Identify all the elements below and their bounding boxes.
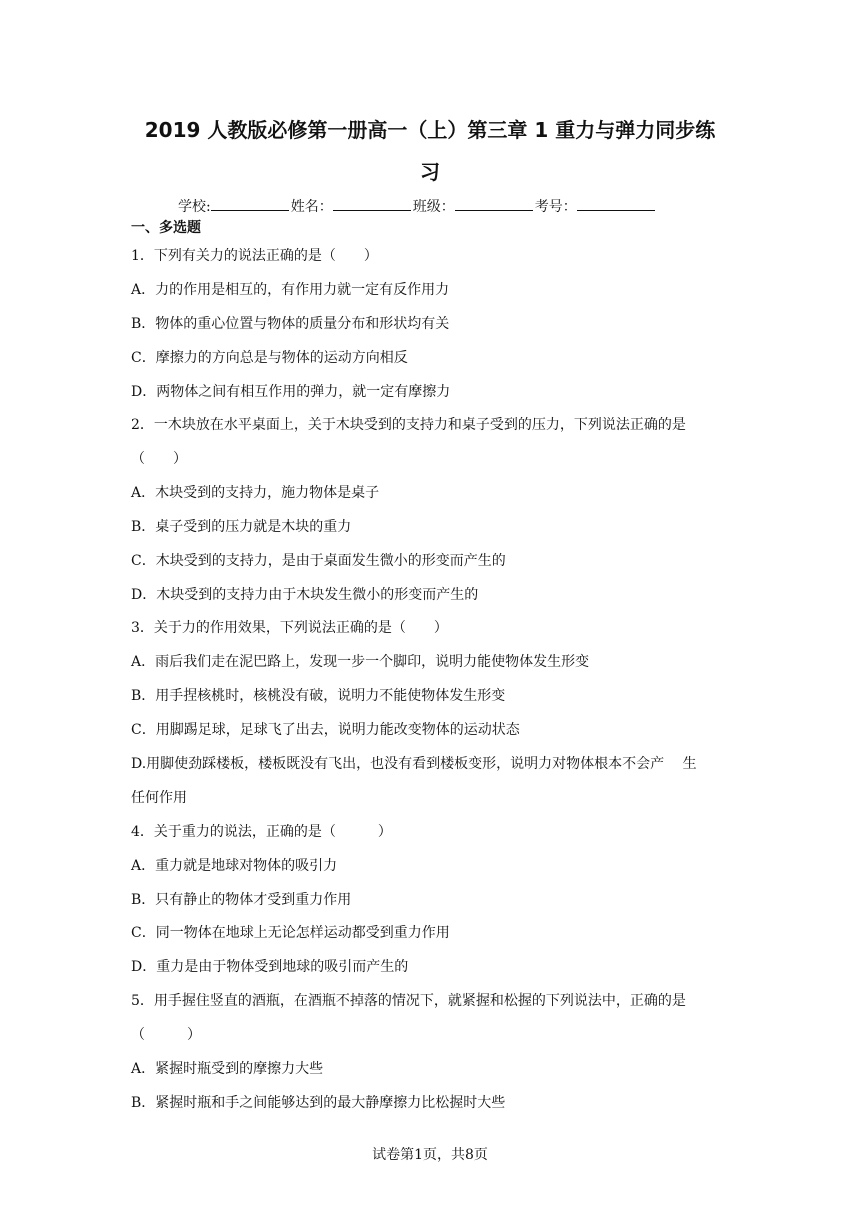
school-blank bbox=[211, 196, 289, 211]
exam-number-label: 考号： bbox=[534, 199, 577, 215]
question-option: A．重力就是地球对物体的吸引力 bbox=[131, 858, 338, 874]
student-info-row bbox=[178, 196, 657, 217]
question-option: A．雨后我们走在泥巴路上，发现一步一个脚印，说明力能使物体发生形变 bbox=[131, 654, 590, 670]
question-option: C．摩擦力的方向总是与物体的运动方向相反 bbox=[131, 350, 408, 366]
class-blank bbox=[455, 196, 533, 211]
question-option: A．木块受到的支持力，施力物体是桌子 bbox=[131, 485, 380, 501]
question-option: A．紧握时瓶受到的摩擦力大些 bbox=[131, 1061, 324, 1077]
exam-number-blank bbox=[577, 196, 655, 211]
question-option: B．紧握时瓶和手之间能够达到的最大静摩擦力比松握时大些 bbox=[131, 1095, 506, 1111]
question-option: B．用手捏核桃时，核桃没有破，说明力不能使物体发生形变 bbox=[131, 688, 506, 704]
question-stem-continued: （ ） bbox=[131, 1027, 201, 1043]
page-title-continued: 习 bbox=[420, 160, 440, 184]
question-stem: 2．一木块放在水平桌面上，关于木块受到的支持力和桌子受到的压力，下列说法正确的是 bbox=[131, 417, 686, 433]
question-option: C．用脚踢足球，足球飞了出去，说明力能改变物体的运动状态 bbox=[131, 722, 520, 738]
question-option: D．两物体之间有相互作用的弹力，就一定有摩擦力 bbox=[131, 384, 451, 400]
question-option: B．桌子受到的压力就是木块的重力 bbox=[131, 519, 352, 535]
question-option: D.用脚使劲踩楼板，楼板既没有飞出，也没有看到楼板变形，说明力对物体根本不会产 生 bbox=[131, 756, 697, 772]
question-option: B．只有静止的物体才受到重力作用 bbox=[131, 892, 352, 908]
question-stem: 1．下列有关力的说法正确的是（ ） bbox=[131, 248, 378, 264]
question-stem: 4．关于重力的说法，正确的是（ ） bbox=[131, 824, 392, 840]
school-label: 学校: bbox=[178, 199, 211, 215]
question-option: C．同一物体在地球上无论怎样运动都受到重力作用 bbox=[131, 925, 450, 941]
question-stem: 5．用手握住竖直的酒瓶，在酒瓶不掉落的情况下，就紧握和松握的下列说法中，正确的是 bbox=[131, 993, 686, 1009]
question-option-continued: 任何作用 bbox=[131, 790, 187, 806]
question-option: A．力的作用是相互的，有作用力就一定有反作用力 bbox=[131, 282, 450, 298]
page-footer: 试卷第1页，共8页 bbox=[372, 1147, 488, 1163]
question-stem-continued: （ ） bbox=[131, 451, 187, 467]
page-title: 2019 人教版必修第一册高一（上）第三章 1 重力与弹力同步练 bbox=[144, 118, 716, 142]
class-label: 班级： bbox=[412, 199, 455, 215]
section-heading: 一、多选题 bbox=[131, 220, 201, 236]
name-blank bbox=[333, 196, 411, 211]
question-option: C．木块受到的支持力，是由于桌面发生微小的形变而产生的 bbox=[131, 553, 506, 569]
question-option: D．木块受到的支持力由于木块发生微小的形变而产生的 bbox=[131, 587, 479, 603]
question-option: D．重力是由于物体受到地球的吸引而产生的 bbox=[131, 959, 409, 975]
name-label: 姓名： bbox=[290, 199, 333, 215]
question-option: B．物体的重心位置与物体的质量分布和形状均有关 bbox=[131, 316, 450, 332]
question-stem: 3．关于力的作用效果，下列说法正确的是（ ） bbox=[131, 620, 448, 636]
